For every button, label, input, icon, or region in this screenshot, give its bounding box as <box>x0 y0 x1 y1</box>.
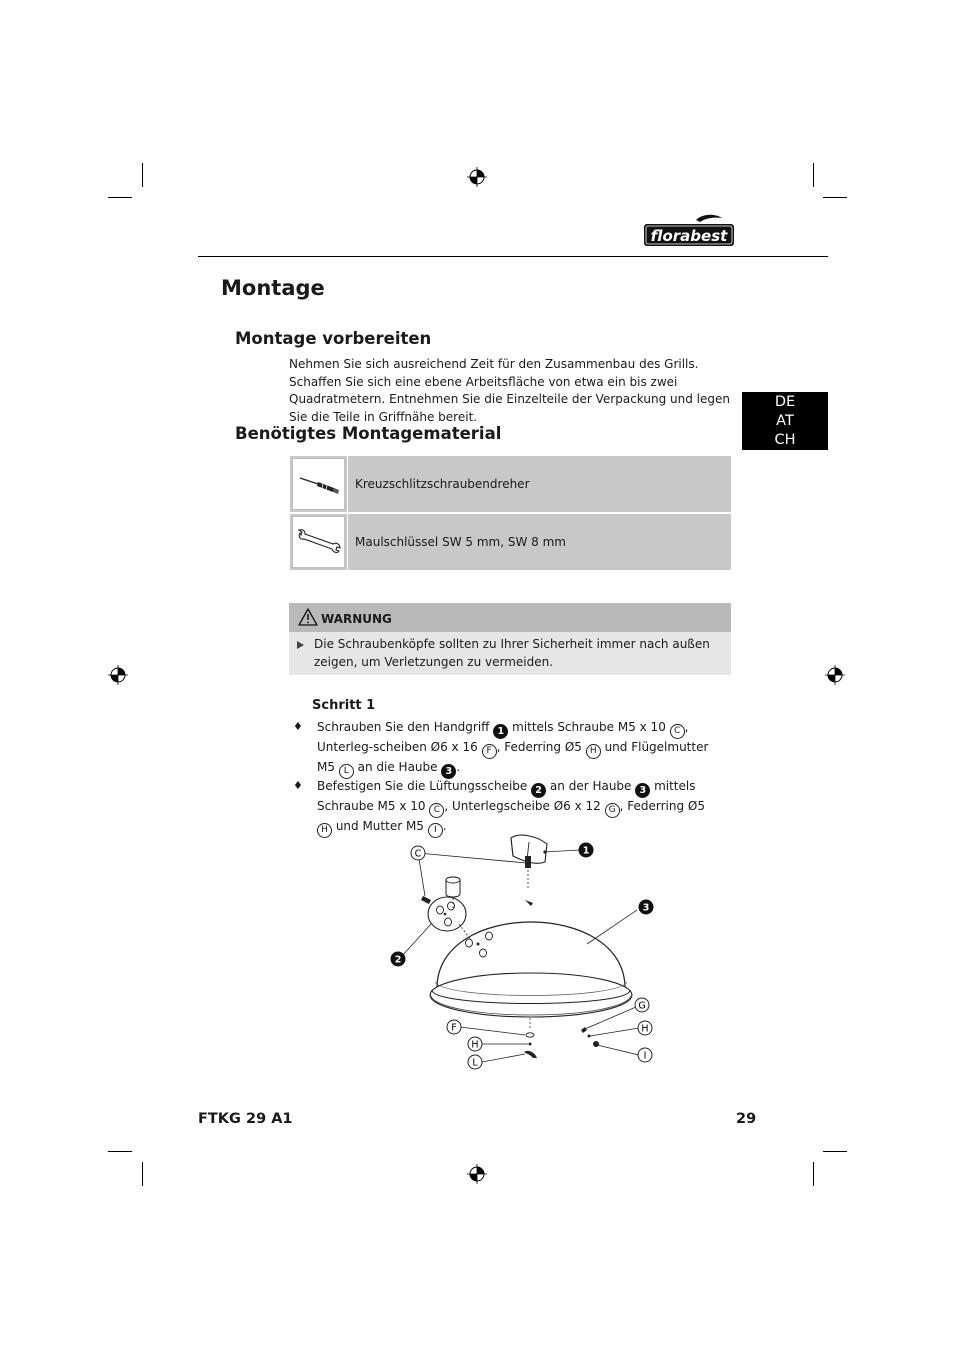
crop-mark <box>823 1151 847 1152</box>
text-run: , Unterleg-scheiben Ø6 x 16 <box>317 720 689 754</box>
svg-text:F: F <box>451 1022 457 1034</box>
lang-at: AT <box>776 413 794 429</box>
part-letter-badge: G <box>605 803 620 818</box>
callout-2 <box>391 952 406 967</box>
part-letter-badge: H <box>317 823 332 838</box>
svg-text:H: H <box>641 1023 649 1035</box>
warning-bullet-icon <box>297 641 304 649</box>
crop-mark <box>813 163 814 187</box>
step-instruction <box>317 778 722 838</box>
tool-row <box>290 514 731 570</box>
text-run: Befestigen Sie die Lüftungsscheibe <box>317 779 532 793</box>
text-run: und Flügelmutter M5 <box>317 740 709 774</box>
svg-text:H: H <box>471 1039 479 1051</box>
tools-table <box>290 456 731 572</box>
assembly-diagram <box>385 830 665 1075</box>
part-letter-badge: I <box>428 823 443 838</box>
crop-mark <box>142 1162 143 1186</box>
svg-text:G: G <box>638 1000 646 1012</box>
callout-h <box>638 1021 652 1035</box>
registration-mark-icon <box>467 167 487 187</box>
wrench-icon <box>296 520 341 564</box>
text-run: . <box>442 819 447 833</box>
warning-box <box>289 603 731 675</box>
text-run: , Unterlegscheibe Ø6 x 12 <box>444 799 605 813</box>
step-title: Schritt 1 <box>312 698 376 713</box>
text-run: und Mutter M5 <box>332 819 428 833</box>
svg-text:3: 3 <box>642 902 650 914</box>
hood-rim <box>430 973 632 1017</box>
lang-de: DE <box>774 394 796 410</box>
crop-mark <box>823 197 847 198</box>
tool-label: Kreuzschlitzschraubendreher <box>355 477 530 491</box>
crop-mark <box>108 1151 132 1152</box>
callout-1 <box>579 843 594 858</box>
text-run: mittels Schraube M5 x 10 <box>508 720 670 734</box>
crop-mark <box>142 163 143 187</box>
svg-text:florabest: florabest <box>650 227 728 245</box>
tool-row <box>290 456 731 512</box>
part-number-badge: 3 <box>441 764 456 779</box>
section-title-material: Benötigtes Montagematerial <box>235 424 502 443</box>
registration-mark-icon <box>467 1164 487 1184</box>
text-run: mittels Schraube M5 x 10 <box>317 779 696 813</box>
part-letter-badge: F <box>482 744 497 759</box>
section-title-prepare: Montage vorbereiten <box>235 329 432 348</box>
page-number: 29 <box>736 1111 757 1127</box>
callout-i <box>638 1048 652 1062</box>
warning-header <box>289 603 731 632</box>
svg-text:C: C <box>414 848 422 860</box>
part-letter-badge: C <box>670 724 685 739</box>
diamond-bullet-icon: ♦ <box>293 779 303 792</box>
callout-c <box>411 846 425 860</box>
warning-icon <box>298 608 318 626</box>
callout-f <box>447 1020 461 1034</box>
prepare-text: Nehmen Sie sich ausreichend Zeit für den Zusammenbau des Grills. Schaffen Sie sich eine ebene Arbeitsfläche von etwa ein bis zwei Quadratmetern. Entnehmen Sie die Einzelteile der Verpackung und legen Sie die Teile in Griffnähe bereit. <box>289 357 730 424</box>
model-number: FTKG 29 A1 <box>198 1111 293 1127</box>
text-run: . <box>456 760 461 774</box>
part-number-badge: 3 <box>635 783 650 798</box>
registration-mark-icon <box>825 665 845 685</box>
callout-h <box>468 1037 482 1051</box>
part-letter-badge: H <box>586 744 601 759</box>
part-number-badge: 2 <box>531 783 546 798</box>
tool-separator <box>347 456 348 512</box>
florabest-logo <box>644 214 734 247</box>
registration-mark-icon <box>108 665 128 685</box>
callout-g <box>635 998 649 1012</box>
page-title: Montage <box>221 276 325 300</box>
text-run: an der Haube <box>546 779 636 793</box>
tool-label: Maulschlüssel SW 5 mm, SW 8 mm <box>355 535 566 549</box>
header-rule <box>198 256 828 257</box>
warning-title: WARNUNG <box>321 612 392 626</box>
part-number-badge: 1 <box>493 724 508 739</box>
part-letter-badge: L <box>339 764 354 779</box>
language-tab <box>742 392 828 450</box>
tool-image <box>292 458 345 510</box>
callout-3 <box>639 900 654 915</box>
text-run: an die Haube <box>353 760 442 774</box>
screwdriver-icon <box>296 462 341 506</box>
crop-mark <box>813 1162 814 1186</box>
part-letter-badge: C <box>429 803 444 818</box>
text-run: , Federring Ø5 <box>496 740 586 754</box>
tool-image <box>292 516 345 568</box>
lang-ch: CH <box>774 432 796 448</box>
diamond-bullet-icon: ♦ <box>293 720 303 733</box>
svg-text:L: L <box>472 1057 478 1069</box>
crop-mark <box>108 197 132 198</box>
svg-text:1: 1 <box>582 845 590 857</box>
tool-separator <box>347 514 348 570</box>
text-run: , Federring Ø5 <box>619 799 705 813</box>
svg-text:2: 2 <box>394 954 402 966</box>
step-instruction <box>317 719 722 779</box>
warning-text: Die Schraubenköpfe sollten zu Ihrer Sicherheit immer nach außen zeigen, um Verletzungen zu vermeiden. <box>314 637 710 669</box>
text-run: Schrauben Sie den Handgriff <box>317 720 494 734</box>
callout-l <box>468 1055 482 1069</box>
svg-text:I: I <box>643 1050 647 1062</box>
